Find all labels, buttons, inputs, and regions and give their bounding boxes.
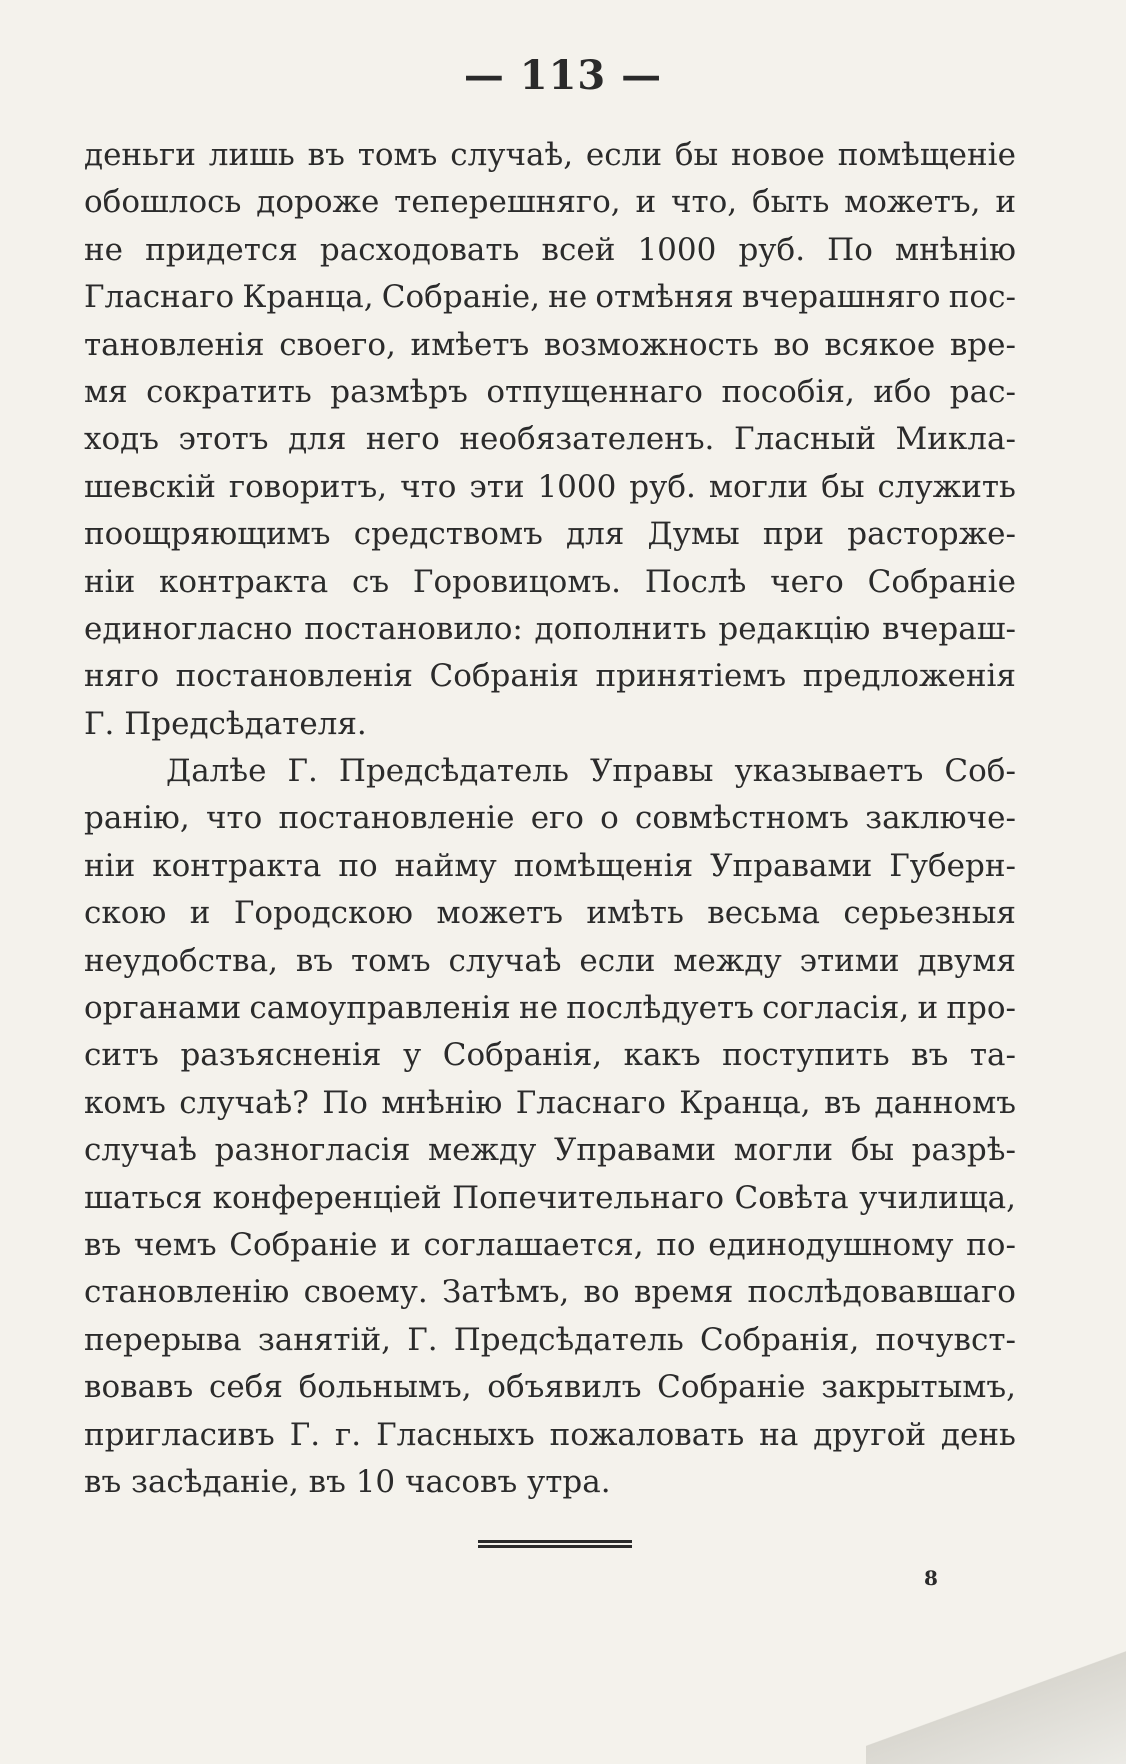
text-line: шевскій говоритъ, что эти 1000 руб. могли бы служить xyxy=(84,468,1016,505)
text-line: неудобства, въ томъ случаѣ если между этими двумя xyxy=(84,942,1016,979)
text-line: ситъ разъясненія у Собранія, какъ поступить въ та- xyxy=(84,1037,1016,1074)
text-line: въ чемъ Собраніе и соглашается, по единодушному по- xyxy=(84,1226,1016,1263)
text-line: обошлось дороже теперешняго, и что, быть можетъ, и xyxy=(84,184,1016,221)
text-line: въ засѣданіе, въ 10 часовъ утра. xyxy=(84,1463,611,1500)
text-line: Далѣе Г. Предсѣдатель Управы указываетъ Соб- xyxy=(166,753,1016,790)
text-line: Г. Предсѣдателя. xyxy=(84,705,367,742)
text-line: единогласно постановило: дополнить редакцію вчераш- xyxy=(84,610,1016,647)
text-line: поощряющимъ средствомъ для Думы при расторже- xyxy=(84,516,1016,553)
signature-mark: 8 xyxy=(924,1566,938,1590)
text-line: тановленія своего, имѣетъ возможность во всякое вре- xyxy=(84,326,1016,363)
end-double-rule xyxy=(478,1540,632,1548)
text-line: ніи контракта съ Горовицомъ. Послѣ чего Собраніе xyxy=(84,563,1016,600)
text-line: ранію, что постановленіе его о совмѣстномъ заключе- xyxy=(84,800,1016,837)
text-line: скою и Городскою можетъ имѣть весьма серьезныя xyxy=(84,895,1016,932)
text-line: вовавъ себя больнымъ, объявилъ Собраніе закрытымъ, xyxy=(84,1369,1016,1406)
page-corner-shadow xyxy=(866,1634,1126,1764)
text-line: перерыва занятій, Г. Предсѣдатель Собранія, почувст- xyxy=(84,1321,1016,1358)
paragraph-2 xyxy=(84,748,1016,1506)
text-line: няго постановленія Собранія принятіемъ предложенія xyxy=(84,658,1016,695)
text-line: ходъ этотъ для него необязателенъ. Гласный Микла- xyxy=(84,421,1016,458)
text-line: ніи контракта по найму помѣщенія Управами Губерн- xyxy=(84,847,1016,884)
text-line: становленію своему. Затѣмъ, во время послѣдовавшаго xyxy=(84,1274,1016,1311)
text-line: шаться конференціей Попечительнаго Совѣта училища, xyxy=(84,1179,1016,1216)
text-line: деньги лишь въ томъ случаѣ, если бы новое помѣщеніе xyxy=(84,137,1016,173)
text-line: органами самоуправленія не послѣдуетъ согласія, и про- xyxy=(84,990,1016,1027)
text-line: не придется расходовать всей 1000 руб. По мнѣнію xyxy=(84,231,1016,268)
text-line: случаѣ разногласія между Управами могли бы разрѣ- xyxy=(84,1132,1016,1169)
page-number: — 113 — xyxy=(463,52,663,99)
paragraph-1 xyxy=(84,132,1016,748)
text-line: комъ случаѣ? По мнѣнію Гласнаго Кранца, въ данномъ xyxy=(84,1084,1016,1121)
text-line: Гласнаго Кранца, Собраніе, не отмѣняя вчерашняго пос- xyxy=(84,279,1016,316)
body-text xyxy=(84,132,1016,1506)
text-line: мя сократить размѣръ отпущеннаго пособія, ибо рас- xyxy=(84,373,1016,410)
text-line: пригласивъ Г. г. Гласныхъ пожаловать на другой день xyxy=(84,1416,1016,1453)
